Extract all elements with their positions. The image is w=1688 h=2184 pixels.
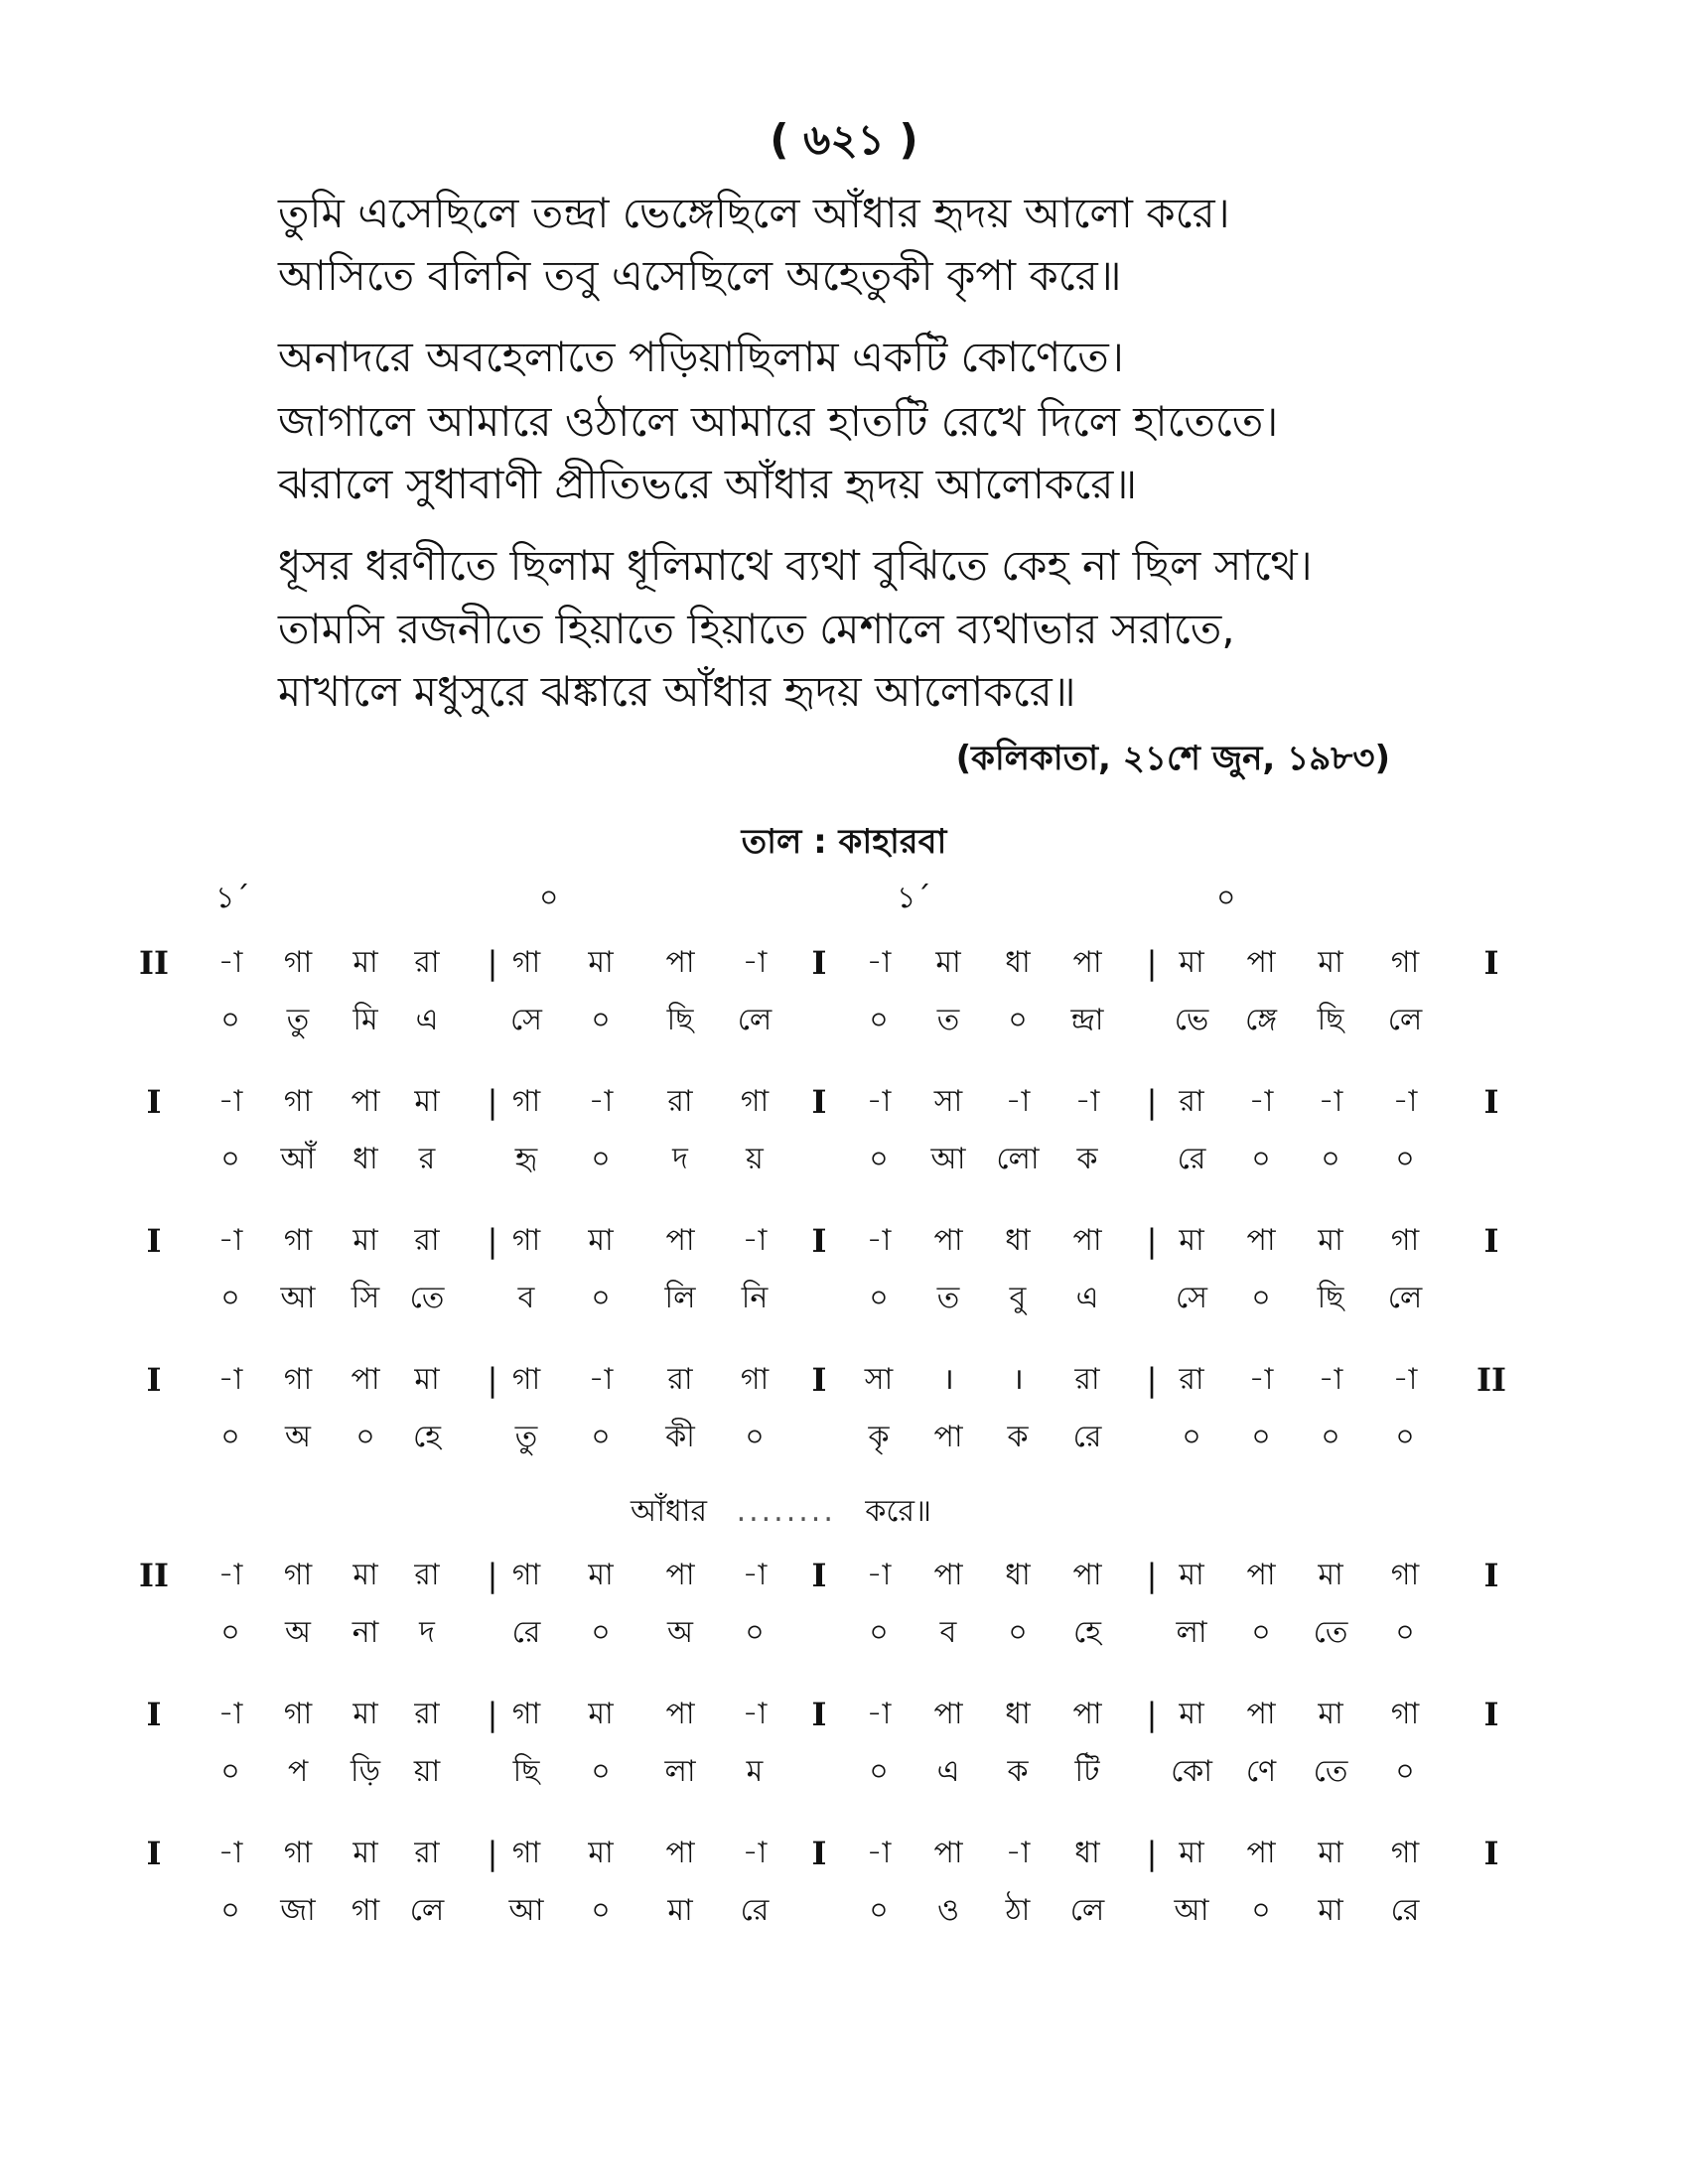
swara-note: পা [1072,1223,1102,1258]
lyric-syllable: য় [746,1142,764,1176]
lyric-syllable: ছি [1317,1003,1344,1037]
swara-note: মা [352,1836,378,1870]
swara-note: গা [283,1697,313,1731]
lyric-syllable: ০ [220,1754,240,1789]
lyric-syllable: ০ [591,1615,611,1650]
lyric-line: তামসি রজনীতে হিয়াতে হিয়াতে মেশালে ব্যথাভার সরাতে, [278,605,1235,653]
lyric-syllable: টি [1074,1754,1100,1789]
bar-line: | [1146,944,1158,982]
lyric-syllable: রে [1072,1420,1102,1454]
swara-note: গা [511,1084,541,1119]
lyric-syllable: ছি [512,1754,540,1789]
lyric-syllable: ০ [1008,1003,1028,1037]
bar-line: | [1146,1083,1158,1121]
lyric-syllable: আ [930,1142,966,1176]
swara-note: মা [1179,945,1204,980]
swara-note: মা [1318,1223,1343,1258]
lyric-syllable: ০ [220,1893,240,1928]
repeat-dots: ........ [736,1494,836,1529]
bar-line: I [811,1222,827,1260]
lyric-line: জাগালে আমারে ওঠালে আমারে হাতটি রেখে দিলে হাতেতে। [278,397,1279,446]
lyric-syllable: র [418,1142,436,1176]
lyric-syllable: ০ [220,1615,240,1650]
swara-note: পা [665,945,695,980]
bar-line: I [811,1083,827,1121]
swara-note: পা [933,1697,963,1731]
swara-note: পা [665,1836,695,1870]
swara-note: গা [740,1362,770,1397]
swara-note: গা [1390,1836,1420,1870]
lyric-syllable: দ [672,1142,688,1176]
lyric-syllable: তে [1313,1615,1348,1650]
lyric-syllable: অ [285,1615,311,1650]
lyric-syllable: য়া [413,1754,441,1789]
swara-note: পা [933,1558,963,1592]
swara-note: মা [1179,1836,1204,1870]
lyric-syllable: তে [1313,1754,1348,1789]
lyric-syllable: লে [1069,1893,1105,1928]
lyric-syllable: মা [667,1893,693,1928]
swara-note: সা [864,1362,894,1397]
lyric-syllable: ০ [1395,1615,1415,1650]
lyric-syllable: ০ [1395,1754,1415,1789]
lyric-line: তুমি এসেছিলে তন্দ্রা ভেঙ্গেছিলে আঁধার হৃদয় আলো করে। [278,189,1230,237]
swara-note: পা [665,1558,695,1592]
lyric-syllable: কো [1171,1754,1212,1789]
lyric-syllable: ০ [591,1003,611,1037]
beat-marker: ১´ [897,881,931,915]
bar-line: | [487,1222,498,1260]
swara-note: । [1012,1362,1024,1397]
bar-line: I [146,1696,162,1733]
lyric-syllable: আ [508,1893,544,1928]
swara-row [0,1829,1688,1878]
lyric-syllable: বু [1009,1281,1027,1315]
swara-note: গা [740,1084,770,1119]
swara-note: রা [1179,1362,1204,1397]
swara-note: ধা [1074,1836,1100,1870]
bar-line: I [1483,1083,1499,1121]
swara-note: -া [217,1558,243,1592]
swara-row [0,938,1688,988]
lyric-syllable: মি [352,1003,378,1037]
lyric-syllable: আ [1174,1893,1209,1928]
swara-note: -া [1005,1836,1031,1870]
lyric-row [0,1135,1688,1184]
lyric-syllable: দ [419,1615,435,1650]
swara-note: মা [588,945,614,980]
swara-note: পা [1072,945,1102,980]
bar-line: I [1483,944,1499,982]
repeat-line [631,1487,931,1538]
lyric-syllable: নি [741,1281,769,1315]
lyric-syllable: লে [409,1893,445,1928]
lyric-syllable: ছি [1317,1281,1344,1315]
swara-note: -া [1318,1084,1343,1119]
bar-line: | [487,1696,498,1733]
lyric-syllable: তু [514,1420,538,1454]
lyric-syllable: গা [351,1893,380,1928]
swara-note: -া [588,1084,614,1119]
lyric-syllable: ড়ি [350,1754,380,1789]
swara-note: পা [1246,1558,1276,1592]
lyric-syllable: ০ [591,1893,611,1928]
swara-note: ধা [1005,1558,1031,1592]
bar-line: I [1483,1557,1499,1594]
swara-note: গা [1390,1697,1420,1731]
lyric-syllable: ০ [1395,1420,1415,1454]
swara-note: গা [511,1362,541,1397]
lyric-syllable: ক [1076,1142,1098,1176]
lyric-syllable: এ [936,1754,960,1789]
bar-line: I [1483,1835,1499,1872]
bar-line: II [139,1557,169,1594]
swara-note: পা [351,1084,380,1119]
lyric-line: অনাদরে অবহেলাতে পড়িয়াছিলাম একটি কোণেতে। [278,333,1124,381]
swara-row [0,1690,1688,1739]
bar-line: I [811,1557,827,1594]
lyric-syllable: লে [1387,1003,1423,1037]
lyric-syllable: ছি [666,1003,694,1037]
swara-note: -া [866,1836,892,1870]
lyric-syllable: ০ [745,1615,765,1650]
swara-note: পা [1246,945,1276,980]
swara-note: -া [588,1362,614,1397]
lyric-syllable: ০ [591,1420,611,1454]
lyric-syllable: অ [285,1420,311,1454]
bar-line: | [487,1361,498,1399]
swara-note: পা [933,1836,963,1870]
lyric-row [0,1608,1688,1658]
swara-note: মা [352,1697,378,1731]
swara-note: গা [283,1558,313,1592]
lyric-row [0,1413,1688,1462]
lyric-syllable: সে [1176,1281,1207,1315]
lyric-syllable: রে [1177,1142,1206,1176]
swara-note: মা [1318,1697,1343,1731]
swara-note: মা [1179,1558,1204,1592]
lyric-line: ধূসর ধরণীতে ছিলাম ধূলিমাথে ব্যথা বুঝিতে কেহ না ছিল সাথে। [278,541,1313,590]
swara-note: পা [665,1697,695,1731]
bar-line: I [146,1083,162,1121]
repeat-end: করে॥ [865,1494,931,1529]
lyric-syllable: অ [667,1615,693,1650]
swara-note: -া [1248,1084,1274,1119]
lyric-syllable: ভে [1174,1003,1209,1037]
swara-note: গা [283,945,313,980]
lyric-syllable: লা [1176,1615,1207,1650]
lyric-syllable: ও [936,1893,960,1928]
lyric-syllable: ০ [1251,1281,1271,1315]
lyric-line: ঝরালে সুধাবাণী প্রীতিভরে আঁধার হৃদয় আলোকরে॥ [278,460,1138,508]
lyric-syllable: না [352,1615,379,1650]
swara-row [0,1355,1688,1405]
swara-note: রা [1179,1084,1204,1119]
swara-note: মা [414,1362,440,1397]
swara-note: রা [414,1697,440,1731]
lyric-syllable: ণে [1245,1754,1277,1789]
lyric-syllable: ০ [869,1142,889,1176]
bar-line: | [1146,1696,1158,1733]
bar-line: I [811,1835,827,1872]
lyric-syllable: ০ [1251,1420,1271,1454]
bar-line: | [487,1557,498,1594]
bar-line: I [1483,1222,1499,1260]
bar-line: I [146,1835,162,1872]
lyric-syllable: সে [510,1003,542,1037]
lyric-syllable: ০ [591,1142,611,1176]
lyric-syllable: ০ [220,1003,240,1037]
repeat-start: আঁধার [631,1494,708,1529]
swara-note: পা [933,1223,963,1258]
swara-note: রা [414,1836,440,1870]
lyric-syllable: প [287,1754,309,1789]
lyric-syllable: লা [664,1754,696,1789]
bar-line: I [811,944,827,982]
swara-note: গা [283,1362,313,1397]
swara-note: পা [1246,1697,1276,1731]
swara-note: -া [866,1084,892,1119]
swara-note: মা [1179,1697,1204,1731]
beat-marker: ০ [539,881,559,915]
lyric-syllable: ০ [869,1754,889,1789]
page-number: ( ৬২১ ) [770,115,918,164]
lyric-syllable: ঙ্গে [1244,1003,1278,1037]
swara-note: -া [866,1558,892,1592]
bar-line: I [1483,1696,1499,1733]
bar-line: | [1146,1222,1158,1260]
swara-note: রা [1074,1362,1100,1397]
lyric-syllable: ক [1007,1754,1029,1789]
swara-note: রা [667,1084,693,1119]
swara-note: গা [1390,945,1420,980]
swara-note: -া [742,1558,768,1592]
lyric-syllable: তু [286,1003,310,1037]
lyric-syllable: ০ [1321,1420,1340,1454]
bar-line: I [146,1222,162,1260]
composition-date: (কলিকাতা, ২১শে জুন, ১৯৮৩) [955,739,1390,778]
lyric-syllable: ০ [1182,1420,1201,1454]
swara-note: ধা [1005,1223,1031,1258]
swara-note: -া [742,1836,768,1870]
lyric-syllable: ০ [869,1893,889,1928]
lyric-syllable: ০ [869,1281,889,1315]
swara-note: গা [1390,1223,1420,1258]
swara-note: । [942,1362,954,1397]
swara-note: পা [1072,1558,1102,1592]
swara-note: মা [1318,1836,1343,1870]
swara-note: -া [217,1836,243,1870]
swara-note: গা [283,1836,313,1870]
lyric-row [0,996,1688,1045]
lyric-syllable: ধা [352,1142,378,1176]
bar-line: II [139,944,169,982]
swara-note: -া [1318,1362,1343,1397]
swara-note: মা [414,1084,440,1119]
lyric-line: মাখালে মধুসুরে ঝঙ্কারে আঁধার হৃদয় আলোকরে॥ [278,667,1076,716]
swara-note: পা [1246,1223,1276,1258]
swara-note: গা [511,1836,541,1870]
lyric-syllable: ০ [220,1142,240,1176]
swara-note: গা [1390,1558,1420,1592]
swara-note: -া [217,945,243,980]
lyric-syllable: হে [413,1420,441,1454]
beat-marker: ০ [1216,881,1236,915]
lyric-syllable: আঁ [280,1142,316,1176]
lyric-row [0,1886,1688,1936]
lyric-syllable: রে [511,1615,541,1650]
lyric-syllable: লো [996,1142,1040,1176]
swara-note: পা [1246,1836,1276,1870]
lyric-syllable: কৃ [868,1420,890,1454]
swara-note: মা [352,1223,378,1258]
swara-note: মা [352,1558,378,1592]
lyric-syllable: ০ [869,1615,889,1650]
swara-note: মা [1179,1223,1204,1258]
bar-line: I [811,1361,827,1399]
lyric-syllable: ব [517,1281,535,1315]
swara-note: গা [283,1084,313,1119]
lyric-syllable: ০ [1395,1142,1415,1176]
swara-note: ধা [1005,1697,1031,1731]
bar-line: II [1477,1361,1506,1399]
lyric-syllable: ০ [591,1754,611,1789]
bar-line: I [146,1361,162,1399]
lyric-syllable: ত [936,1281,960,1315]
lyric-syllable: ন্দ্রা [1070,1003,1104,1037]
lyric-syllable: এ [415,1003,439,1037]
swara-note: গা [511,1558,541,1592]
swara-note: -া [742,945,768,980]
lyric-syllable: ০ [1008,1615,1028,1650]
lyric-syllable: ০ [1251,1615,1271,1650]
swara-note: গা [511,1223,541,1258]
swara-row [0,1077,1688,1127]
lyric-syllable: হে [1073,1615,1101,1650]
bar-line: | [1146,1835,1158,1872]
lyric-syllable: হৃ [514,1142,538,1176]
swara-note: রা [414,1558,440,1592]
lyric-syllable: রে [1390,1893,1420,1928]
lyric-syllable: আ [280,1281,316,1315]
lyric-syllable: ম [746,1754,764,1789]
lyric-syllable: পা [933,1420,963,1454]
swara-note: পা [665,1223,695,1258]
tala-heading: তাল : কাহারবা [741,822,947,862]
swara-note: -া [217,1697,243,1731]
swara-row [0,1551,1688,1600]
swara-note: মা [1318,945,1343,980]
swara-note: গা [283,1223,313,1258]
swara-note: রা [414,1223,440,1258]
bar-line: | [487,944,498,982]
lyric-syllable: ০ [1251,1142,1271,1176]
swara-note: -া [1392,1084,1418,1119]
lyric-syllable: ০ [220,1420,240,1454]
swara-note: -া [742,1223,768,1258]
lyric-syllable: ০ [1321,1142,1340,1176]
swara-note: গা [511,1697,541,1731]
swara-note: মা [588,1697,614,1731]
swara-row [0,1216,1688,1266]
lyric-syllable: এ [1075,1281,1099,1315]
swara-note: -া [866,945,892,980]
lyric-syllable: ঠা [1005,1893,1031,1928]
swara-note: -া [1005,1084,1031,1119]
lyric-syllable: ০ [869,1003,889,1037]
lyric-syllable: ত [936,1003,960,1037]
lyric-syllable: ০ [591,1281,611,1315]
lyric-syllable: লি [664,1281,696,1315]
lyric-syllable: ক [1007,1420,1029,1454]
lyric-syllable: মা [1318,1893,1343,1928]
lyric-syllable: ০ [1251,1893,1271,1928]
lyric-syllable: জা [280,1893,316,1928]
swara-note: ধা [1005,945,1031,980]
swara-note: মা [588,1223,614,1258]
beat-marker: ১´ [215,881,250,915]
swara-note: মা [588,1836,614,1870]
lyric-syllable: সি [351,1281,380,1315]
bar-line: | [487,1835,498,1872]
lyric-syllable: ব [939,1615,957,1650]
swara-note: মা [1318,1558,1343,1592]
swara-note: মা [352,945,378,980]
bar-line: I [811,1696,827,1733]
swara-note: গা [511,945,541,980]
swara-note: রা [667,1362,693,1397]
lyric-syllable: তে [409,1281,445,1315]
lyric-row [0,1274,1688,1323]
swara-note: মা [935,945,961,980]
lyric-row [0,1747,1688,1797]
lyric-syllable: লে [1387,1281,1423,1315]
swara-note: -া [742,1697,768,1731]
lyric-syllable: রে [740,1893,770,1928]
bar-line: | [1146,1557,1158,1594]
swara-note: পা [351,1362,380,1397]
swara-note: -া [217,1084,243,1119]
swara-note: মা [588,1558,614,1592]
lyric-syllable: লে [737,1003,773,1037]
swara-note: -া [866,1223,892,1258]
lyric-syllable: ০ [220,1281,240,1315]
swara-note: রা [414,945,440,980]
lyric-syllable: কী [665,1420,695,1454]
lyric-syllable: ০ [745,1420,765,1454]
swara-note: সা [933,1084,963,1119]
bar-line: | [1146,1361,1158,1399]
bar-line: | [487,1083,498,1121]
lyric-line: আসিতে বলিনি তবু এসেছিলে অহেতুকী কৃপা করে॥ [278,251,1122,300]
swara-note: পা [1072,1697,1102,1731]
lyric-syllable: ০ [355,1420,375,1454]
swara-note: -া [1074,1084,1100,1119]
swara-note: -া [1248,1362,1274,1397]
swara-note: -া [217,1223,243,1258]
swara-note: -া [866,1697,892,1731]
swara-note: -া [1392,1362,1418,1397]
swara-note: -া [217,1362,243,1397]
